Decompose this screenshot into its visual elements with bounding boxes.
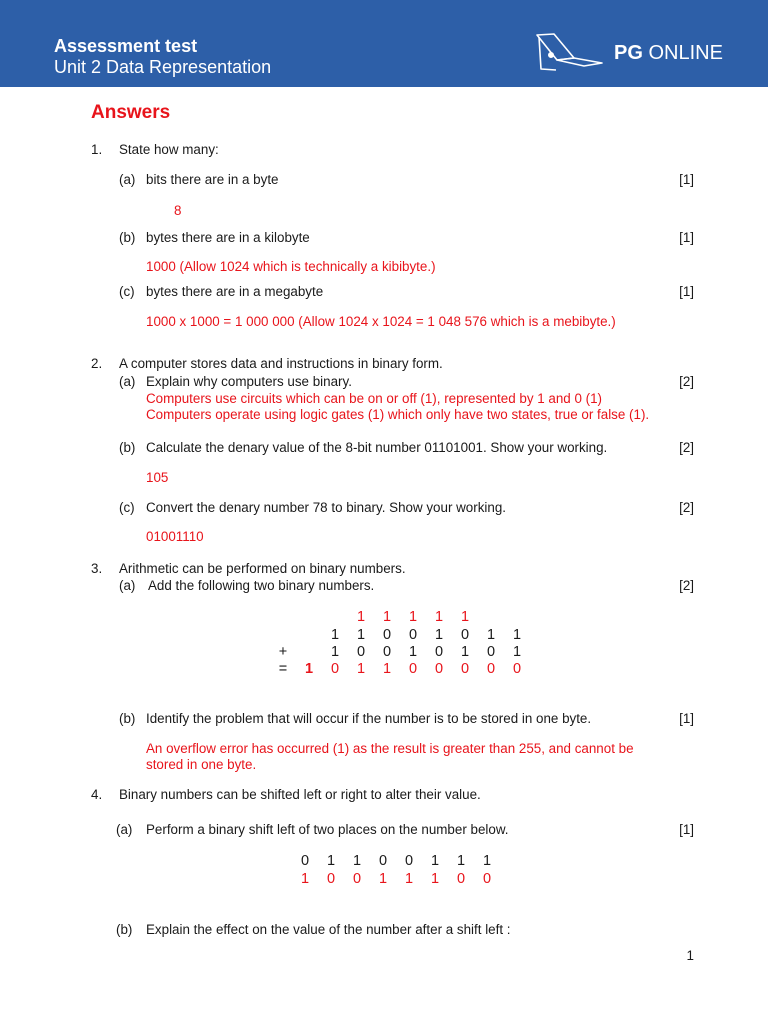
- q4b-text: Explain the effect on the value of the number after a shift left :: [146, 922, 511, 937]
- result-digit: 0: [456, 871, 466, 887]
- digit: 0: [382, 627, 392, 643]
- q2-text: A computer stores data and instructions in binary form.: [119, 356, 443, 371]
- carry-digit: 1: [408, 609, 418, 625]
- digit: 1: [356, 627, 366, 643]
- digit: 0: [486, 644, 496, 660]
- digit: 1: [486, 627, 496, 643]
- digit: 1: [330, 644, 340, 660]
- q4a-text: Perform a binary shift left of two places on the number below.: [146, 822, 509, 837]
- q2c-text: Convert the denary number 78 to binary. Show your working.: [146, 500, 506, 515]
- page-number: 1: [686, 948, 694, 963]
- q2b-label: (b): [119, 440, 136, 455]
- q2-number: 2.: [91, 356, 103, 371]
- digit: 0: [356, 644, 366, 660]
- digit: 0: [300, 853, 310, 869]
- q2a-answer-2: Computers operate using logic gates (1) which only have two states, true or false (1).: [146, 407, 650, 422]
- digit: 1: [326, 853, 336, 869]
- carry-digit: 1: [434, 609, 444, 625]
- q3b-answer-2: stored in one byte.: [146, 757, 257, 772]
- result-digit: 1: [430, 871, 440, 887]
- q2c-mark: [2]: [679, 500, 694, 515]
- digit: 0: [460, 627, 470, 643]
- digit: 1: [460, 644, 470, 660]
- result-digit: 1: [404, 871, 414, 887]
- q1b-answer: 1000 (Allow 1024 which is technically a kibibyte.): [146, 259, 436, 274]
- result-digit: 1: [378, 871, 388, 887]
- result-digit: 0: [434, 661, 444, 677]
- logo-wordmark: PG ONLINE: [614, 42, 723, 64]
- q1c-answer: 1000 x 1000 = 1 000 000 (Allow 1024 x 1024 = 1 048 576 which is a mebibyte.): [146, 314, 616, 329]
- result-digit: 1: [382, 661, 392, 677]
- result-digit: 0: [408, 661, 418, 677]
- q4b-label: (b): [116, 922, 133, 937]
- q2a-label: (a): [119, 374, 136, 389]
- q3a-label: (a): [119, 578, 136, 593]
- q1b-mark: [1]: [679, 230, 694, 245]
- document-subtitle: Unit 2 Data Representation: [54, 57, 272, 77]
- carry-digit: 1: [356, 609, 366, 625]
- q3b-text: Identify the problem that will occur if the number is to be stored in one byte.: [146, 711, 592, 726]
- result-digit: 1: [356, 661, 366, 677]
- digit: 0: [378, 853, 388, 869]
- result-digit: 0: [460, 661, 470, 677]
- q1a-label: (a): [119, 172, 136, 187]
- digit: 1: [482, 853, 492, 869]
- q2b-mark: [2]: [679, 440, 694, 455]
- q4a-mark: [1]: [679, 822, 694, 837]
- q1a-text: bits there are in a byte: [146, 172, 279, 187]
- q4-text: Binary numbers can be shifted left or right to alter their value.: [119, 787, 481, 802]
- q4-number: 4.: [91, 787, 103, 802]
- digit: 0: [434, 644, 444, 660]
- pg-online-logo: [534, 33, 724, 75]
- result-digit: 0: [512, 661, 522, 677]
- digit: 1: [512, 644, 522, 660]
- header-banner: [0, 0, 768, 87]
- q2a-answer-1: Computers use circuits which can be on or off (1), represented by 1 and 0 (1): [146, 391, 603, 406]
- carry-digit: 1: [460, 609, 470, 625]
- q3a-text: Add the following two binary numbers.: [148, 578, 375, 593]
- q2a-text: Explain why computers use binary.: [146, 374, 352, 389]
- result-digit: 0: [482, 871, 492, 887]
- q1b-text: bytes there are in a kilobyte: [146, 230, 310, 245]
- q2a-mark: [2]: [679, 374, 694, 389]
- result-digit: 0: [326, 871, 336, 887]
- q2c-label: (c): [119, 500, 135, 515]
- digit: 1: [330, 627, 340, 643]
- digit: 1: [408, 644, 418, 660]
- q1c-mark: [1]: [679, 284, 694, 299]
- q2b-answer: 105: [146, 470, 169, 485]
- digit: 1: [352, 853, 362, 869]
- digit: 0: [404, 853, 414, 869]
- q1c-text: bytes there are in a megabyte: [146, 284, 324, 299]
- q1-number: 1.: [91, 142, 103, 157]
- q1-text: State how many:: [119, 142, 219, 157]
- q1a-mark: [1]: [679, 172, 694, 187]
- result-digit: 1: [300, 871, 310, 887]
- plus-sign: +: [278, 644, 288, 660]
- q2c-answer: 01001110: [146, 529, 204, 544]
- q1b-label: (b): [119, 230, 136, 245]
- q3b-answer-1: An overflow error has occurred (1) as the result is greater than 255, and cannot be: [146, 741, 634, 756]
- q3-number: 3.: [91, 561, 103, 576]
- digit: 1: [512, 627, 522, 643]
- q3a-mark: [2]: [679, 578, 694, 593]
- q3-text: Arithmetic can be performed on binary numbers.: [119, 561, 406, 576]
- q3b-label: (b): [119, 711, 136, 726]
- overflow-digit: 1: [304, 661, 314, 677]
- q1a-answer: 8: [174, 203, 182, 218]
- q4a-label: (a): [116, 822, 133, 837]
- q1c-label: (c): [119, 284, 135, 299]
- digit: 1: [430, 853, 440, 869]
- result-digit: 0: [330, 661, 340, 677]
- equals-sign: =: [278, 661, 288, 677]
- digit: 1: [456, 853, 466, 869]
- result-digit: 0: [352, 871, 362, 887]
- digit: 0: [382, 644, 392, 660]
- digit: 1: [434, 627, 444, 643]
- document-title: Assessment test: [54, 36, 198, 56]
- laptop-icon: [534, 33, 606, 75]
- digit: 0: [408, 627, 418, 643]
- q3b-mark: [1]: [679, 711, 694, 726]
- carry-digit: 1: [382, 609, 392, 625]
- answers-heading: Answers: [91, 102, 171, 123]
- result-digit: 0: [486, 661, 496, 677]
- q2b-text: Calculate the denary value of the 8-bit number 01101001. Show your working.: [146, 440, 608, 455]
